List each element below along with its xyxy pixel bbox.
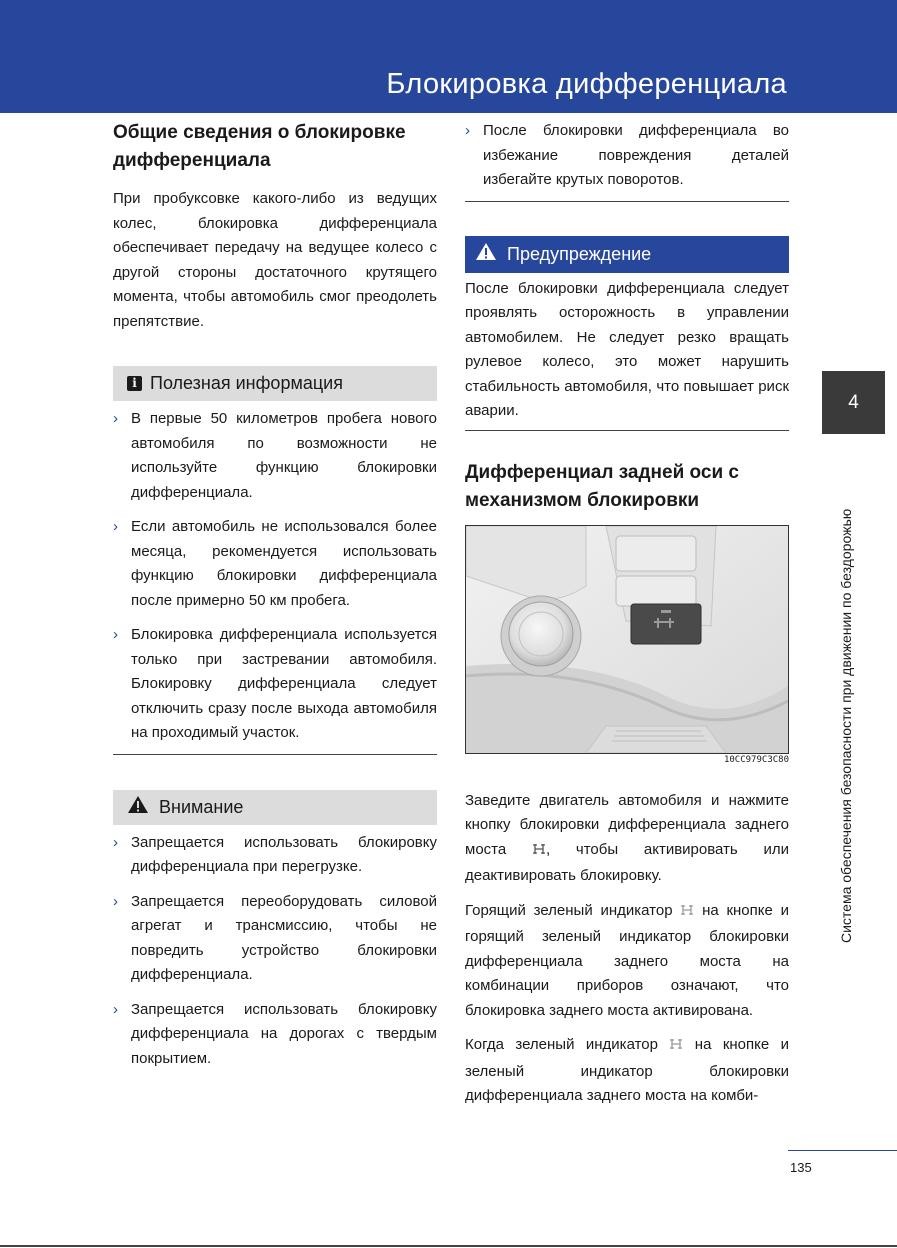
console-photo [465, 525, 789, 754]
list-item: › Запрещается использовать блокировку дифференциала на дорогах с твердым покрытием. [113, 998, 437, 1072]
diff-lock-icon [680, 901, 694, 926]
list-item: › После блокировки дифференциала во избежание повреждения деталей избегайте крутых поворотов. [465, 119, 789, 193]
caution-box-list [113, 831, 437, 1072]
section-heading-rear-axle: Дифференциал задней оси с механизмом блокировки [465, 461, 739, 511]
warning-triangle-icon [127, 795, 149, 819]
chapter-side-title: Система обеспечения безопасности при движении по бездорожью [838, 508, 854, 943]
divider [465, 430, 789, 431]
chevron-right-icon: › [113, 518, 118, 535]
chevron-right-icon: › [113, 626, 118, 643]
page-title: Блокировка дифференциала [386, 68, 787, 100]
warning-triangle-icon [475, 242, 497, 266]
list-item: › В первые 50 километров пробега нового автомобиля по возможности не используйте функцию блокировки дифференциала. [113, 407, 437, 505]
footer-rule [788, 1150, 897, 1151]
warning-box-text: После блокировки дифференциала следует проявлять осторожность в управлении автомобилем. Не следует резко вращать рулевое колесо, это может нарушить стабильность автомобиля, что повышает риск аварии. [465, 279, 789, 419]
bottom-border [0, 1245, 897, 1247]
divider [465, 201, 789, 202]
diff-lock-icon [532, 840, 546, 865]
paragraph-indicator-on: Горящий зеленый индикатор на кнопке и горящий зеленый индикатор блокировки дифференциала заднего моста на комбинации приборов означают, что блокировка заднего моста активирована. [465, 901, 789, 1019]
list-item: › Запрещается использовать блокировку дифференциала при перегрузке. [113, 831, 437, 880]
photo-code: 10CC979C3C80 [723, 754, 789, 765]
chevron-right-icon: › [113, 1000, 118, 1018]
page-number: 135 [790, 1160, 812, 1175]
list-item: › Если автомобиль не использовался более месяца, рекомендуется использовать функцию блокировки дифференциала после примерно 50 км пробега. [113, 515, 437, 613]
diff-lock-icon [669, 1035, 683, 1060]
list-item: › Запрещается переоборудовать силовой агрегат и трансмиссию, чтобы не повредить устройство блокировки дифференциала. [113, 890, 437, 988]
right-column [465, 113, 789, 1109]
caution-box-title: Внимание [159, 796, 244, 817]
left-column [113, 113, 437, 1071]
chevron-right-icon: › [465, 122, 470, 139]
chevron-right-icon: › [113, 833, 118, 851]
warning-box-title: Предупреждение [507, 243, 652, 264]
chevron-right-icon: › [113, 892, 118, 910]
info-box-header [113, 366, 437, 401]
continued-list [465, 119, 789, 193]
paragraph-start-engine: Заведите двигатель автомобиля и нажмите кнопку блокировки дифференциала заднего моста , чтобы активировать или деактивировать блокировку. [465, 791, 790, 884]
info-icon: i [127, 376, 142, 391]
section-heading-general: Общие сведения о блокировке дифференциала [113, 122, 406, 171]
list-item: › Блокировка дифференциала используется только при застревании автомобиля. Блокировку дифференциала следует отключить сразу после выхода автомобиля на проходимый участок. [113, 623, 437, 746]
paragraph-indicator-off: Когда зеленый индикатор на кнопке и зеленый индикатор блокировки дифференциала заднего моста на комби- [465, 1036, 789, 1104]
chevron-right-icon: › [113, 410, 118, 427]
info-box-list [113, 407, 437, 746]
info-box-title: Полезная информация [150, 373, 343, 393]
chapter-tab: 4 [822, 371, 885, 434]
warning-box-header [465, 236, 789, 273]
page-header [0, 0, 897, 113]
intro-paragraph: При пробуксовке какого-либо из ведущих колес, блокировка дифференциала обеспечивает передачу на ведущее колесо с другой стороны достаточного крутящего момента, чтобы автомобиль смог преодолеть препятствие. [113, 190, 437, 330]
caution-box-header [113, 790, 437, 825]
divider [113, 754, 437, 755]
